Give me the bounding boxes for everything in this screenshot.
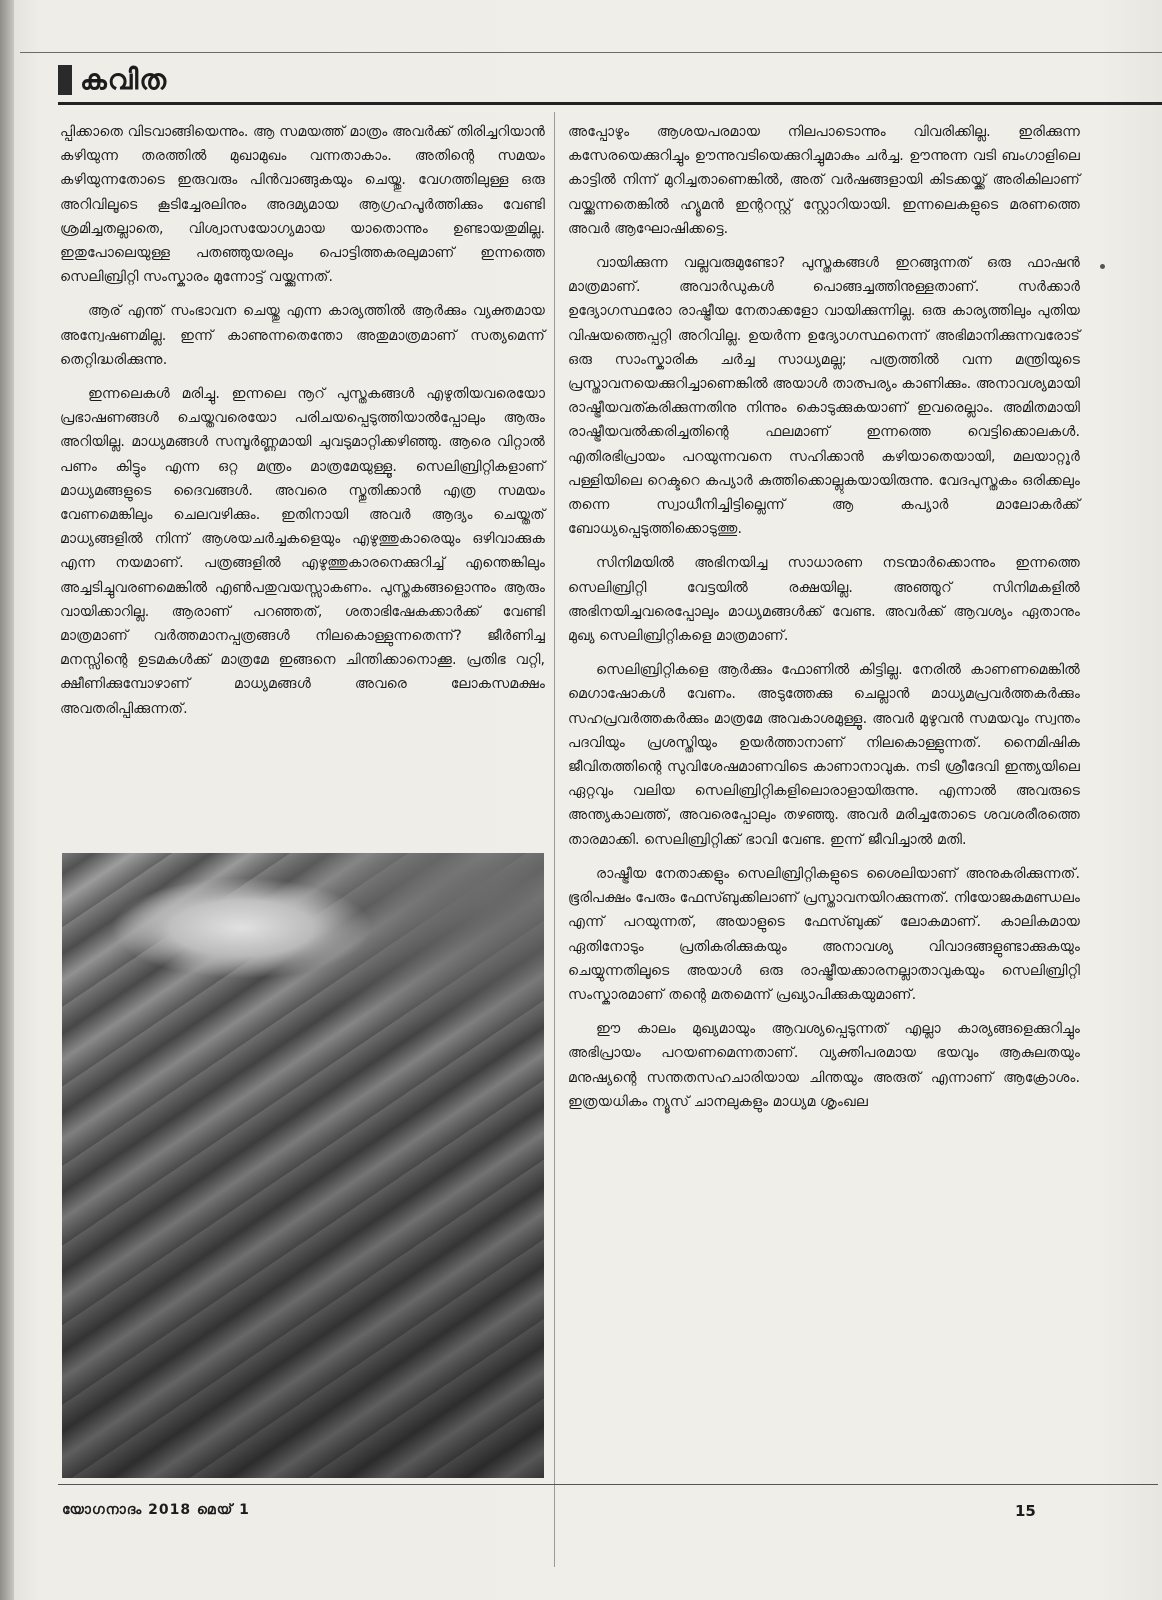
left-paragraph-1: പ്പിക്കാതെ വിടവാങ്ങിയെന്നും. ആ സമയത്ത് മാത്രം അവർക്ക് തിരിച്ചറിയാൻ കഴിയുന്ന തരത്തിൽ മുഖാമുഖം വന്നതാകാം. അതിന്റെ സമയം കഴിയുന്നതോടെ ഇരുവരും പിൻവാങ്ങുകയും ചെയ്തു. വേഗത്തിലുള്ള ഒരു അറിവിലൂടെ കൂടിച്ചേരലിനും അദമ്യമായ ആഗ്രഹപൂർത്തിക്കും വേണ്ടി ശ്രമിച്ചതല്ലാതെ, വിശ്വാസയോഗ്യമായ യാതൊന്നും ഉണ്ടായതുമില്ല. ഇതുപോലെയുള്ള പതഞ്ഞുയരലും പൊട്ടിത്തകരലുമാണ് ഇന്നത്തെ സെലിബ്രിറ്റി സംസ്കാരം മുന്നോട്ട് വയ്ക്കുന്നത്. [60, 124, 545, 286]
section-header [58, 62, 167, 98]
left-paragraph-2: ആര് എന്ത് സംഭാവന ചെയ്തു എന്ന കാര്യത്തിൽ ആർക്കും വ്യക്തമായ അന്വേഷണമില്ല. ഇന്ന് കാണുന്നതെന്തോ അതുമാത്രമാണ് സത്യമെന്ന് തെറ്റിദ്ധരിക്കുന്നു. [60, 303, 545, 368]
photo-shading [62, 853, 544, 1478]
section-marker-block [58, 65, 72, 95]
right-column [568, 120, 1080, 1124]
right-paragraph-3: സിനിമയിൽ അഭിനയിച്ച സാധാരണ നടന്മാർക്കൊന്നും ഇന്നത്തെ സെലിബ്രിറ്റി വേട്ടയിൽ രക്ഷയില്ല. അഞ്ഞൂറ് സിനിമകളിൽ അഭിനയിച്ചവരെപ്പോലും മാധ്യമങ്ങൾക്ക് വേണ്ട. അവർക്ക് ആവശ്യം ഏതാനും മുഖ്യ സെലിബ്രിറ്റികളെ മാത്രമാണ്. [568, 555, 1080, 645]
page-number: 15 [1015, 1502, 1036, 1520]
margin-dot [1100, 264, 1105, 269]
header-rule [58, 102, 1162, 105]
page-spine-shadow [0, 0, 14, 1600]
top-rule [20, 52, 1162, 53]
footer-publication: യോഗനാദം 2018 മെയ് 1 [62, 1502, 250, 1518]
left-column [60, 120, 545, 731]
right-paragraph-4: സെലിബ്രിറ്റികളെ ആർക്കും ഫോണിൽ കിട്ടില്ല. നേരിൽ കാണണമെങ്കിൽ മെഗാഷോകൾ വേണം. അടുത്തേക്കു ചെല്ലാൻ മാധ്യമപ്രവർത്തകർക്കും സഹപ്രവർത്തകർക്കും മാത്രമേ അവകാശമുള്ളൂ. അവർ മുഴുവൻ സമയവും സ്വന്തം പദവിയും പ്രശസ്തിയും ഉയർത്താനാണ് നിലകൊള്ളുന്നത്. നൈമിഷിക ജീവിതത്തിന്റെ സുവിശേഷമാണവിടെ കാണാനാവുക. നടി ശ്രീദേവി ഇന്ത്യയിലെ ഏറ്റവും വലിയ സെലിബ്രിറ്റികളിലൊരാളായിരുന്നു. എന്നാൽ അവരുടെ അന്ത്യകാലത്ത്, അവരെപ്പോലും തഴഞ്ഞു. അവർ മരിച്ചതോടെ ശവശരീരത്തെ താരമാക്കി. സെലിബ്രിറ്റിക്ക് ഭാവി വേണ്ട. ഇന്ന് ജീവിച്ചാൽ മതി. [568, 662, 1080, 848]
footer-rule [58, 1484, 1158, 1485]
section-title: കവിത [80, 63, 168, 96]
right-paragraph-6: ഈ കാലം മുഖ്യമായും ആവശ്യപ്പെടുന്നത് എല്ലാ കാര്യങ്ങളെക്കുറിച്ചും അഭിപ്രായം പറയണമെന്നതാണ്. വ്യക്തിപരമായ ഭയവും ആകുലതയും മനുഷ്യന്റെ സന്തതസഹചാരിയായ ചിന്തയും അരുത് എന്നാണ് ആക്രോശം. ഇത്രയധികം ന്യൂസ് ചാനലുകളും മാധ്യമ ശൃംഖല [568, 1021, 1080, 1110]
right-paragraph-5: രാഷ്ട്രീയ നേതാക്കളും സെലിബ്രിറ്റികളുടെ ശൈലിയാണ് അനുകരിക്കുന്നത്. ഭൂരിപക്ഷം പേരും ഫേസ്ബുക്കിലാണ് പ്രസ്താവനയിറക്കുന്നത്. നിയോജകമണ്ഡലം എന്ന് പറയുന്നത്, അയാളുടെ ഫേസ്ബുക്ക് ലോകമാണ്. കാലികമായ ഏതിനോടും പ്രതികരിക്കുകയും അനാവശ്യ വിവാദങ്ങളുണ്ടാക്കുകയും ചെയ്യുന്നതിലൂടെ അയാൾ ഒരു രാഷ്ട്രീയക്കാരനല്ലാതാവുകയും സെലിബ്രിറ്റി സംസ്കാരമാണ് തന്റെ മതമെന്ന് പ്രഖ്യാപിക്കുകയുമാണ്. [568, 865, 1080, 1003]
blurred-train-photo [62, 853, 544, 1478]
right-paragraph-2: വായിക്കുന്ന വല്ലവരുമുണ്ടോ? പുസ്തകങ്ങൾ ഇറങ്ങുന്നത് ഒരു ഫാഷൻ മാത്രമാണ്. അവാർഡുകൾ പൊങ്ങച്ചത്തിനുള്ളതാണ്. സർക്കാർ ഉദ്യോഗസ്ഥരോ രാഷ്ട്രീയ നേതാക്കളോ വായിക്കുന്നില്ല. ഒരു കാര്യത്തിലും പുതിയ വിഷയത്തെപ്പറ്റി അറിവില്ല. ഉയർന്ന ഉദ്യോഗസ്ഥനെന്ന് അഭിമാനിക്കുന്നവരോട് ഒരു സാംസ്കാരിക ചർച്ച സാധ്യമല്ല; പത്രത്തിൽ വന്ന മന്ത്രിയുടെ പ്രസ്താവനയെക്കുറിച്ചാണെങ്കിൽ അയാൾ താത്പര്യം കാണിക്കും. അനാവശ്യമായി രാഷ്ട്രീയവത്കരിക്കുന്നതിനു നിന്നും കൊടുക്കുകയാണ് ഇവരെല്ലാം. അമിതമായി രാഷ്ട്രീയവൽക്കരിച്ചതിന്റെ ഫലമാണ് ഇന്നത്തെ വെട്ടിക്കൊലകൾ. എതിരഭിപ്രായം പറയുന്നവനെ സഹിക്കാൻ കഴിയാതെയായി, മലയാറ്റൂർ പള്ളിയിലെ റെക്ടറെ കപ്യാർ കുത്തിക്കൊല്ലുകയായിരുന്നു. വേദപുസ്തകം ഒരിക്കലും തന്നെ സ്വാധീനിച്ചിട്ടില്ലെന്ന് ആ കപ്യാർ മാലോകർക്ക് ബോധ്യപ്പെടുത്തിക്കൊടുത്തു. [568, 255, 1080, 538]
column-divider [554, 112, 555, 1567]
right-paragraph-1: അപ്പോഴും ആശയപരമായ നിലപാടൊന്നും വിവരിക്കില്ല. ഇരിക്കുന്ന കസേരയെക്കുറിച്ചും ഊന്നുവടിയെക്കുറിച്ചുമാകും ചർച്ച. ഊന്നുന്ന വടി ബംഗാളിലെ കാട്ടിൽ നിന്ന് മുറിച്ചതാണെങ്കിൽ, അത് വർഷങ്ങളായി കിടക്കയ്ക്ക് അരികിലാണ് വയ്ക്കുന്നതെങ്കിൽ ഹ്യൂമൻ ഇന്ററസ്റ്റ് സ്റ്റോറിയായി. ഇന്നലെകളുടെ മരണത്തെ അവർ ആഘോഷിക്കട്ടെ. [568, 124, 1080, 237]
left-paragraph-3: ഇന്നലെകൾ മരിച്ചു. ഇന്നലെ നൂറ് പുസ്തകങ്ങൾ എഴുതിയവരെയോ പ്രഭാഷണങ്ങൾ ചെയ്തവരെയോ പരിചയപ്പെടുത്തിയാൽപ്പോലും ആരും അറിയില്ല. മാധ്യമങ്ങൾ സമ്പൂർണ്ണമായി ചുവടുമാറ്റിക്കഴിഞ്ഞു. ആരെ വിറ്റാൽ പണം കിട്ടും എന്ന ഒറ്റ മന്ത്രം മാത്രമേയുള്ളൂ. സെലിബ്രിറ്റികളാണ് മാധ്യമങ്ങളുടെ ദൈവങ്ങൾ. അവരെ സ്തുതിക്കാൻ എത്ര സമയം വേണമെങ്കിലും ചെലവഴിക്കും. ഇതിനായി അവർ ആദ്യം ചെയ്തത് മാധ്യങ്ങളിൽ നിന്ന് ആശയചർച്ചകളെയും എഴുത്തുകാരെയും ഒഴിവാക്കുക എന്ന നയമാണ്. പത്രങ്ങളിൽ എഴുത്തുകാരനെക്കുറിച്ച് എന്തെങ്കിലും അച്ചടിച്ചുവരണമെങ്കിൽ എൺപതുവയസ്സാകണം. പുസ്തകങ്ങളൊന്നും ആരും വായിക്കാറില്ല. ആരാണ് പറഞ്ഞത്, ശതാഭിഷേകക്കാർക്ക് വേണ്ടി മാത്രമാണ് വർത്തമാനപ്പത്രങ്ങൾ നിലകൊള്ളുന്നതെന്ന്? ജീർണിച്ച മനസ്സിന്റെ ഉടമകൾക്ക് മാത്രമേ ഇങ്ങനെ ചിന്തിക്കാനൊക്കൂ. പ്രതിഭ വറ്റി, ക്ഷീണിക്കുമ്പോഴാണ് മാധ്യമങ്ങൾ അവരെ ലോകസമക്ഷം അവതരിപ്പിക്കുന്നത്. [60, 386, 545, 717]
